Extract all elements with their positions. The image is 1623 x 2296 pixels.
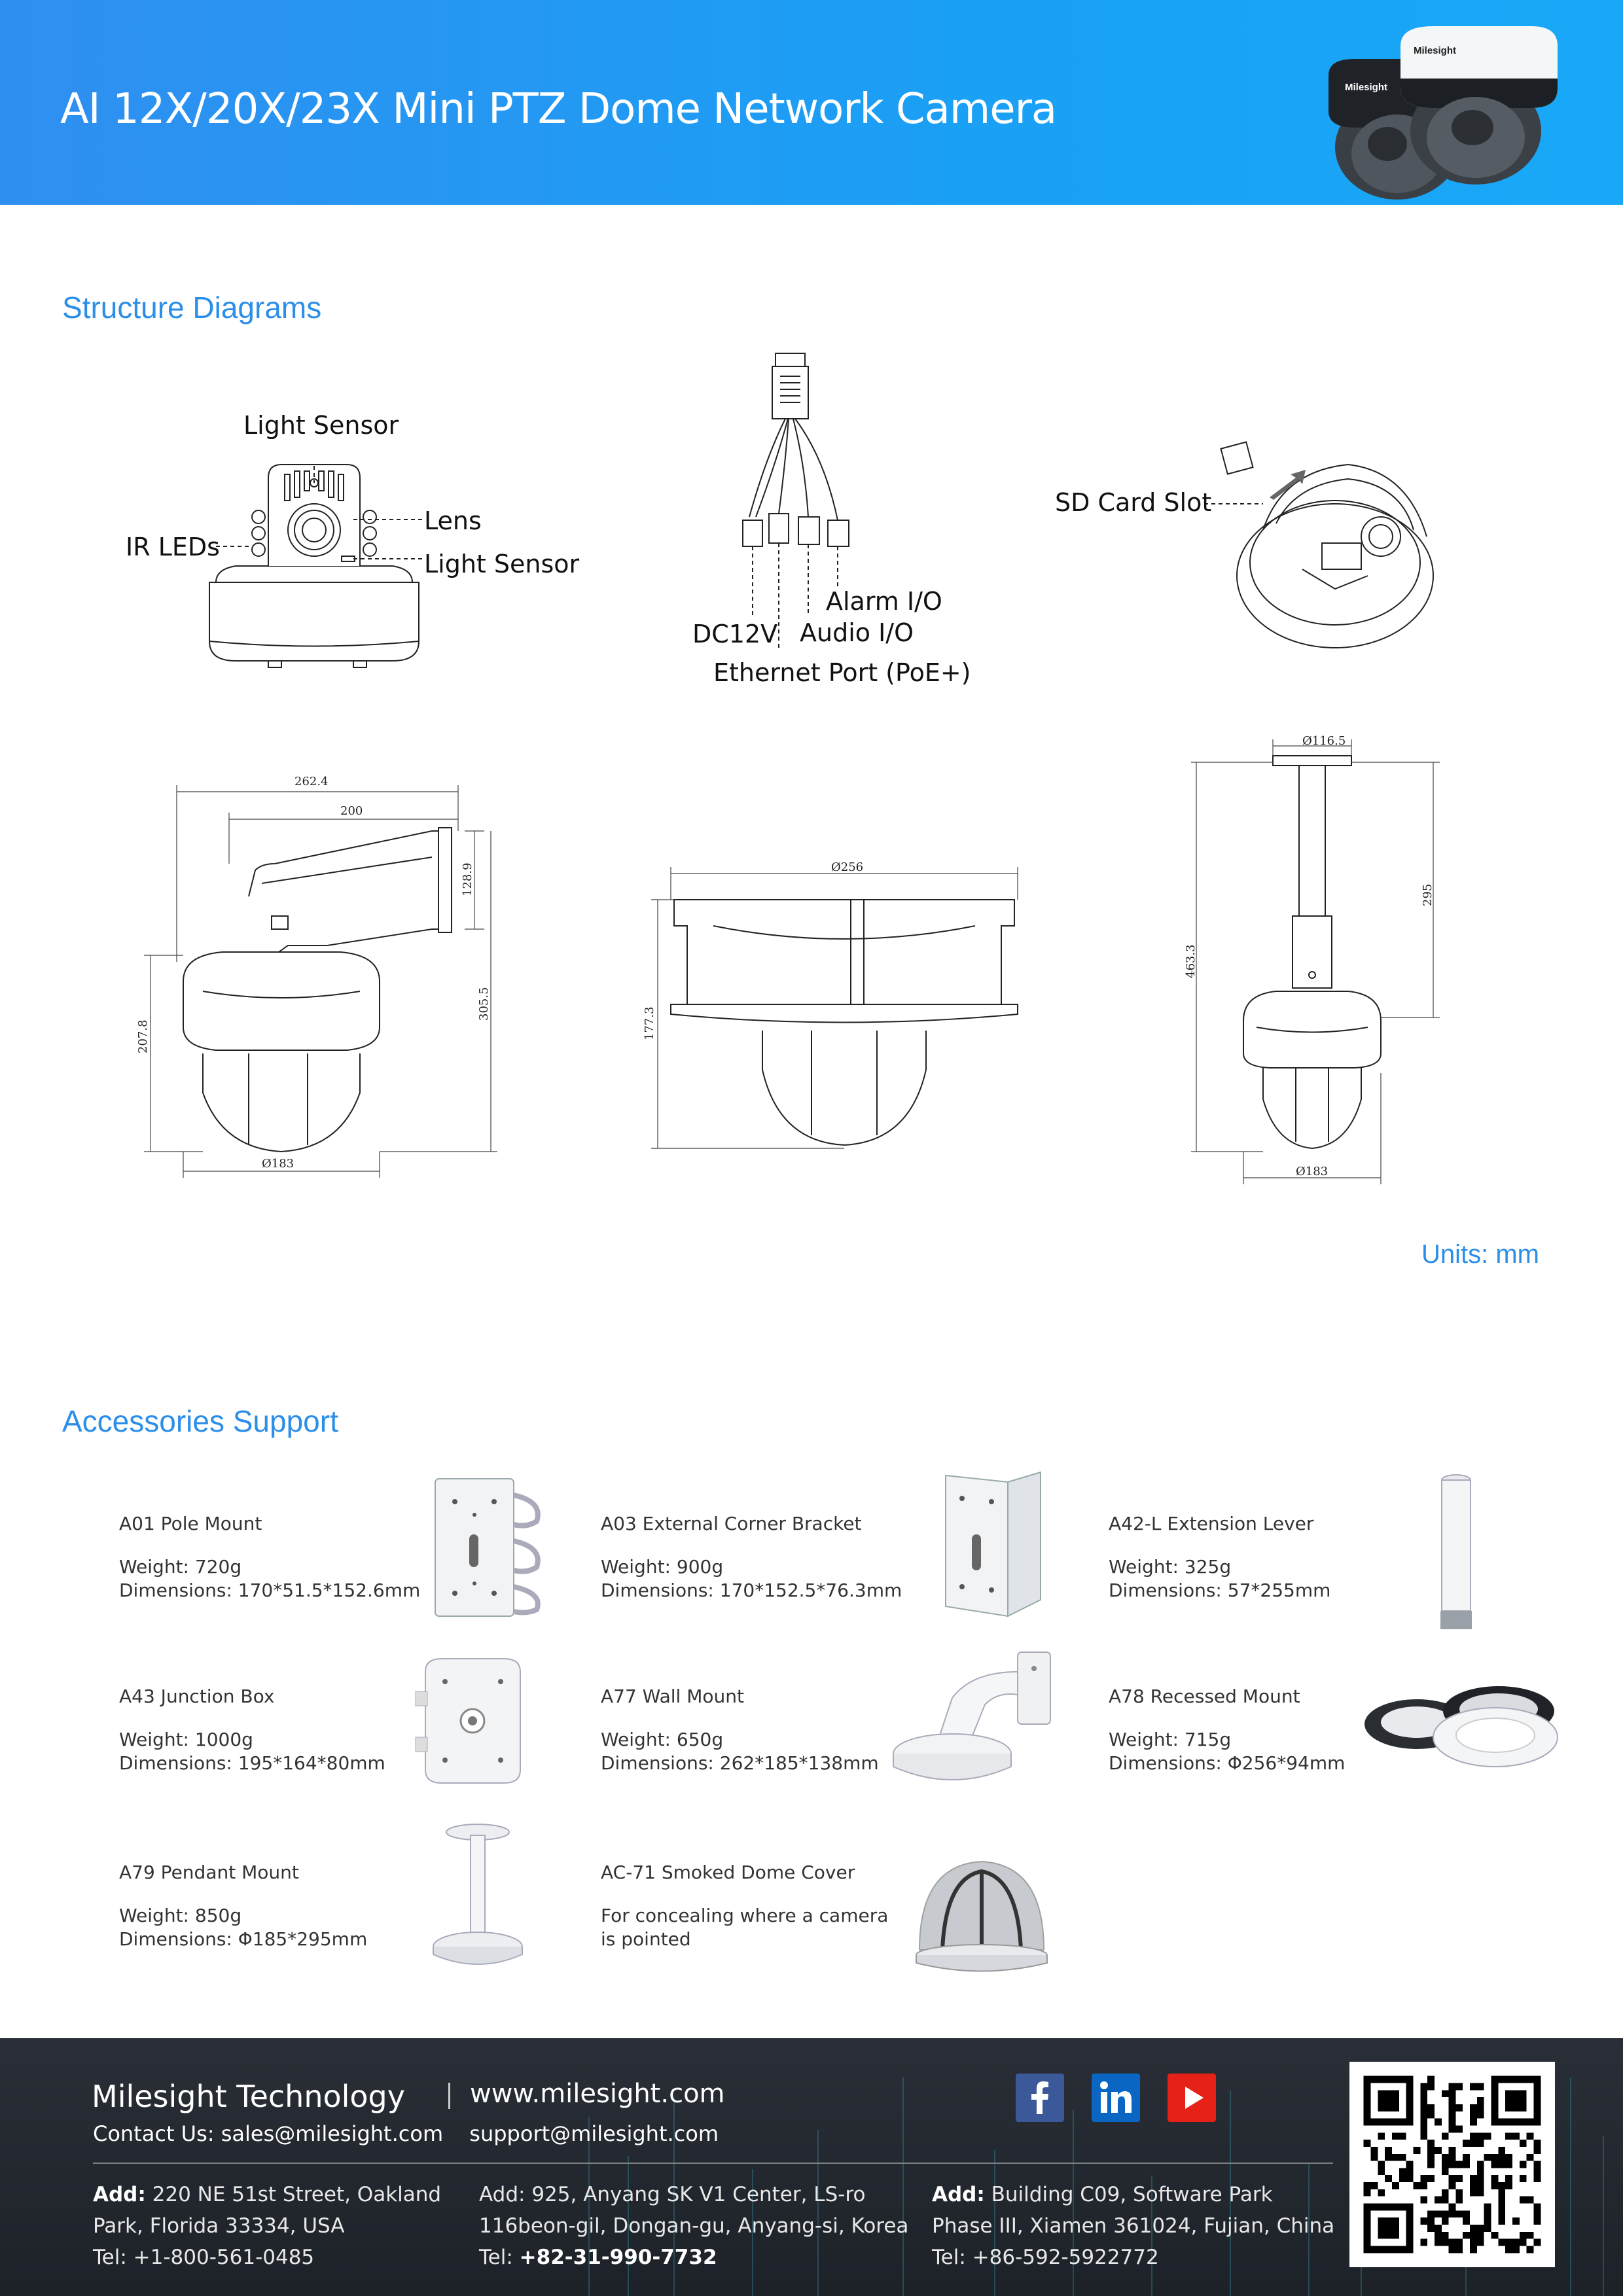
accessory-spec-1: Weight: 850g [119, 1905, 242, 1926]
footer [0, 2038, 1623, 2296]
accessory-spec-2: Dimensions: Φ185*295mm [119, 1928, 368, 1950]
accessory-name: A79 Pendant Mount [119, 1862, 299, 1883]
callout-alarm-io: Alarm I/O [826, 587, 942, 616]
accessory-a79 [119, 1862, 367, 1951]
accessory-a77 [601, 1686, 879, 1775]
office-china-line2: Phase III, Xiamen 361024, Fujian, China [932, 2214, 1335, 2238]
callout-ethernet: Ethernet Port (PoE+) [713, 658, 971, 687]
accessory-spec-2: Dimensions: 170*51.5*152.6mm [119, 1580, 421, 1601]
callout-light-sensor-bottom: Light Sensor [424, 550, 580, 578]
svg-text:Milesight: Milesight [1414, 45, 1457, 56]
accessory-spec-2: Dimensions: 57*255mm [1109, 1580, 1331, 1601]
accessory-spec-2: is pointed [601, 1928, 691, 1950]
accessory-spec-1: Weight: 715g [1109, 1729, 1232, 1750]
sd-card-diagram [1204, 432, 1466, 661]
recessed-mount-dimension-drawing [635, 860, 1054, 1161]
accessory-name: A43 Junction Box [119, 1686, 275, 1707]
svg-text:128.9: 128.9 [461, 862, 474, 896]
accessory-spec-1: Weight: 900g [601, 1556, 724, 1578]
callout-sd-card-slot: SD Card Slot [1055, 488, 1212, 517]
office-usa-tel: +1-800-561-0485 [133, 2246, 315, 2269]
linkedin-icon[interactable] [1092, 2074, 1140, 2122]
office-usa-line1: 220 NE 51st Street, Oakland [152, 2183, 442, 2206]
accessory-a42l [1109, 1513, 1330, 1602]
callout-lens: Lens [424, 506, 482, 535]
wall-mount-icon [887, 1646, 1057, 1790]
accessory-spec-2: Dimensions: 170*152.5*76.3mm [601, 1580, 902, 1601]
svg-text:262.4: 262.4 [294, 775, 329, 788]
callout-audio-io: Audio I/O [800, 618, 914, 647]
callout-light-sensor-top: Light Sensor [243, 411, 399, 440]
accessory-spec-1: Weight: 720g [119, 1556, 242, 1578]
accessory-spec-1: Weight: 1000g [119, 1729, 253, 1750]
structure-section-title: Structure Diagrams [62, 291, 322, 325]
footer-divider [93, 2163, 1333, 2164]
accessory-ac71 [601, 1862, 888, 1951]
office-korea-line1: 925, Anyang SK V1 Center, LS-ro [531, 2183, 866, 2206]
accessory-a03 [601, 1513, 902, 1602]
office-china-tel: +86-592-5922772 [972, 2246, 1159, 2269]
accessory-spec-2: Dimensions: Φ256*94mm [1109, 1752, 1346, 1774]
accessory-name: A03 External Corner Bracket [601, 1513, 862, 1534]
contact-label: Contact Us: [93, 2121, 215, 2146]
accessory-name: A42-L Extension Lever [1109, 1513, 1314, 1534]
svg-text:463.3: 463.3 [1184, 944, 1198, 978]
camera-front-diagram [196, 451, 432, 674]
recessed-mount-icon [1361, 1682, 1561, 1773]
qr-code[interactable] [1349, 2062, 1555, 2267]
office-china [932, 2179, 1334, 2273]
callout-dc12v: DC12V [692, 620, 778, 648]
accessory-spec-1: Weight: 325g [1109, 1556, 1232, 1578]
accessory-name: A01 Pole Mount [119, 1513, 262, 1534]
tel-label: Tel: [93, 2246, 127, 2269]
footer-contact-row [93, 2121, 719, 2146]
footer-website-link[interactable]: www.milesight.com [470, 2079, 725, 2109]
accessory-a78 [1109, 1686, 1345, 1775]
office-china-line1: Building C09, Software Park [991, 2183, 1273, 2206]
tel-label: Tel: [932, 2246, 966, 2269]
wall-mount-dimension-drawing [131, 766, 510, 1184]
units-label: Units: mm [1421, 1240, 1539, 1269]
svg-text:207.8: 207.8 [136, 1019, 150, 1053]
accessory-name: A78 Recessed Mount [1109, 1686, 1300, 1707]
addr-label: Add: [479, 2183, 526, 2206]
accessory-a01 [119, 1513, 420, 1602]
facebook-icon[interactable] [1016, 2074, 1064, 2122]
svg-text:305.5: 305.5 [477, 987, 491, 1021]
extension-lever-icon [1430, 1472, 1482, 1633]
accessory-name: AC-71 Smoked Dome Cover [601, 1862, 855, 1883]
pole-mount-icon [429, 1475, 546, 1619]
junction-box-icon [412, 1652, 530, 1790]
office-usa-line2: Park, Florida 33334, USA [93, 2214, 345, 2238]
sales-email-link[interactable]: sales@milesight.com [221, 2121, 444, 2146]
white-camera-icon [1400, 26, 1558, 185]
corner-bracket-icon [936, 1469, 1050, 1619]
header-banner [0, 0, 1623, 205]
svg-text:177.3: 177.3 [643, 1006, 656, 1040]
svg-text:Milesight: Milesight [1345, 82, 1388, 93]
svg-text:Ø183: Ø183 [262, 1157, 294, 1171]
accessory-spec-2: Dimensions: 262*185*138mm [601, 1752, 879, 1774]
addr-label: Add: [93, 2183, 146, 2206]
accessory-spec-2: Dimensions: 195*164*80mm [119, 1752, 385, 1774]
office-korea-line2: 116beon-gil, Dongan-gu, Anyang-si, Korea [479, 2214, 909, 2238]
smoked-dome-icon [910, 1852, 1054, 1976]
svg-text:200: 200 [340, 804, 363, 818]
addr-label: Add: [932, 2183, 985, 2206]
office-usa [93, 2179, 441, 2273]
footer-divider-vertical [448, 2083, 450, 2109]
svg-text:Ø116.5: Ø116.5 [1302, 734, 1346, 748]
support-email-link[interactable]: support@milesight.com [469, 2121, 719, 2146]
accessory-a43 [119, 1686, 385, 1775]
youtube-icon[interactable] [1168, 2074, 1216, 2122]
accessory-name: A77 Wall Mount [601, 1686, 744, 1707]
office-korea-tel: +82-31-990-7732 [519, 2246, 717, 2269]
accessory-spec-1: Weight: 650g [601, 1729, 724, 1750]
pendant-mount-icon [429, 1822, 527, 1969]
page-title: AI 12X/20X/23X Mini PTZ Dome Network Camera [60, 85, 1057, 133]
svg-text:295: 295 [1421, 883, 1435, 906]
tel-label: Tel: [479, 2246, 513, 2269]
accessories-section-title: Accessories Support [62, 1404, 338, 1438]
svg-text:Ø256: Ø256 [831, 860, 864, 874]
svg-text:Ø183: Ø183 [1296, 1165, 1329, 1178]
accessory-spec-1: For concealing where a camera [601, 1905, 889, 1926]
pendant-mount-dimension-drawing [1178, 733, 1453, 1191]
qr-code-icon [1349, 2062, 1555, 2267]
office-korea [479, 2179, 908, 2273]
callout-ir-leds: IR LEDs [126, 533, 220, 561]
footer-company-name: Milesight Technology [92, 2079, 405, 2114]
product-camera-image [1315, 13, 1577, 203]
